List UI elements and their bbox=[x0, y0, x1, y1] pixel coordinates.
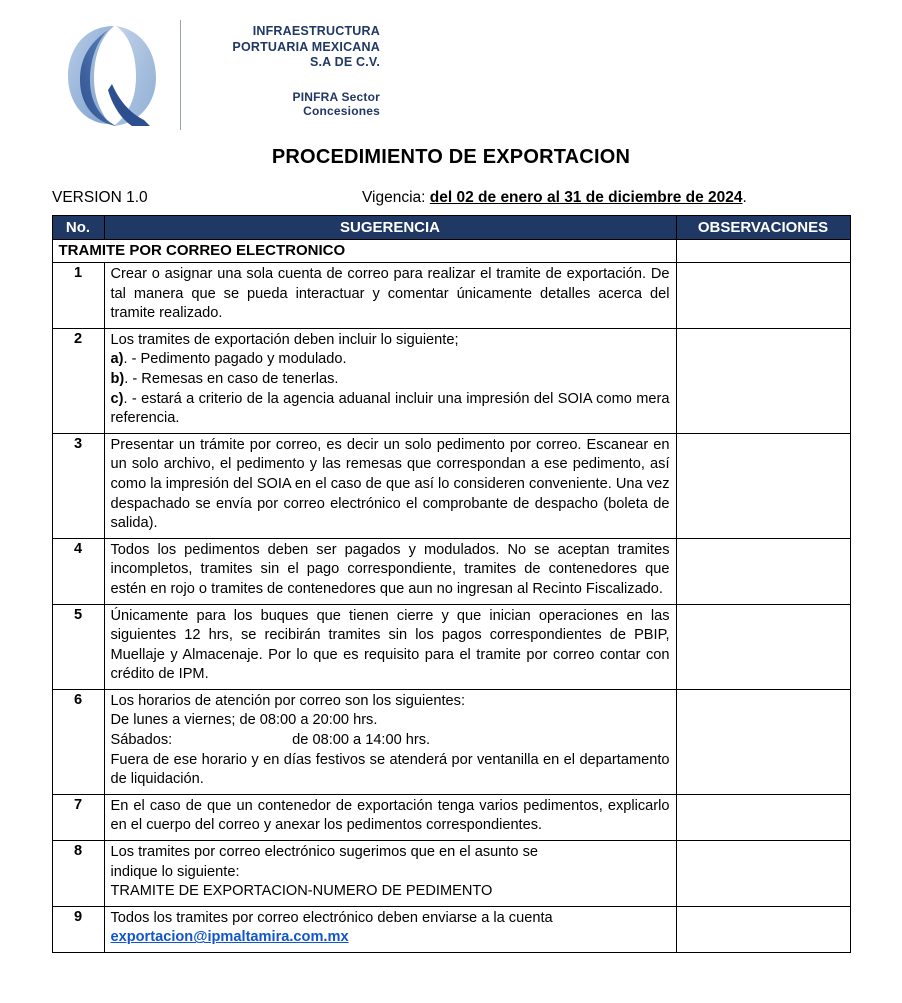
row-line-value: de 08:00 a 14:00 hrs. bbox=[292, 732, 431, 749]
row-item bbox=[111, 350, 670, 370]
row-line: Los horarios de atención por correo son los siguientes: bbox=[110, 692, 466, 709]
logo-line-1: INFRAESTRUCTURA bbox=[252, 24, 380, 38]
observations-cell bbox=[676, 328, 850, 433]
row-intro: Los tramites de exportación deben incluir lo siguiente; bbox=[110, 331, 459, 348]
row-line-label: Sábados: bbox=[110, 732, 173, 749]
validity-value: del 02 de enero al 31 de diciembre de 2024 bbox=[429, 189, 743, 206]
item-text: . - estará a criterio de la agencia aduanal incluir una impresión del SOIA como mera referencia. bbox=[110, 390, 670, 427]
row-text: Todos los pedimentos deben ser pagados y modulados. No se aceptan tramites incompletos, tramites sin el pago correspondiente, tramites de contenedores que estén en rojo o tramites de contenedores que aun no ingresan al Recinto Fiscalizado. bbox=[104, 538, 676, 604]
logo-line-2: PORTUARIA MEXICANA bbox=[232, 39, 380, 54]
observations-cell bbox=[676, 794, 850, 840]
pinfra-logo-icon bbox=[58, 20, 166, 130]
table-row bbox=[52, 689, 850, 794]
version-row bbox=[0, 189, 902, 207]
row-line: TRAMITE DE EXPORTACION-NUMERO DE PEDIMENTO bbox=[110, 883, 493, 900]
observations-cell bbox=[676, 604, 850, 689]
table-row bbox=[52, 794, 850, 840]
column-header-no: No. bbox=[52, 216, 104, 240]
row-item bbox=[111, 370, 670, 390]
row-number: 7 bbox=[52, 794, 104, 840]
logo-line-5: Concesiones bbox=[303, 104, 380, 118]
row-text bbox=[104, 906, 676, 952]
observations-cell bbox=[676, 841, 850, 907]
row-line: indique lo siguiente: bbox=[110, 863, 240, 880]
table-row bbox=[52, 263, 850, 329]
table-row bbox=[52, 841, 850, 907]
observations-cell bbox=[676, 689, 850, 794]
observations-cell bbox=[676, 263, 850, 329]
row-text bbox=[104, 841, 676, 907]
row-text: Únicamente para los buques que tienen cierre y que inician operaciones en las siguientes 12 hrs, se recibirán tramites sin los pagos correspondientes de PBIP, Muellaje y Almacenaje. Por lo que es requisito para el tramite por correo contar con crédito de IPM. bbox=[104, 604, 676, 689]
row-number: 1 bbox=[52, 263, 104, 329]
table-row bbox=[52, 433, 850, 538]
row-text bbox=[104, 689, 676, 794]
observations-cell bbox=[676, 906, 850, 952]
validity-suffix: . bbox=[742, 189, 747, 206]
table-row bbox=[52, 906, 850, 952]
row-line-schedule bbox=[111, 731, 670, 751]
item-text: . - Pedimento pagado y modulado. bbox=[123, 351, 347, 368]
observations-cell bbox=[676, 240, 850, 263]
item-text: . - Remesas en caso de tenerlas. bbox=[124, 370, 339, 387]
row-item bbox=[111, 390, 670, 429]
observations-cell bbox=[676, 433, 850, 538]
row-text bbox=[104, 328, 676, 433]
row-number: 6 bbox=[52, 689, 104, 794]
item-marker: a) bbox=[110, 351, 124, 368]
row-number: 5 bbox=[52, 604, 104, 689]
logo-divider bbox=[180, 20, 181, 130]
row-line: Fuera de ese horario y en días festivos se atenderá por ventanilla en el departamento de liquidación. bbox=[110, 751, 670, 788]
row-number: 4 bbox=[52, 538, 104, 604]
item-marker: b) bbox=[110, 370, 125, 387]
page-title: PROCEDIMIENTO DE EXPORTACION bbox=[271, 146, 631, 168]
row-line: Los tramites por correo electrónico sugerimos que en el asunto se bbox=[110, 844, 538, 861]
table-row bbox=[52, 328, 850, 433]
row-number: 8 bbox=[52, 841, 104, 907]
company-logo bbox=[58, 16, 378, 134]
validity-prefix: Vigencia: bbox=[362, 189, 430, 206]
table-section-row bbox=[52, 240, 850, 263]
observations-cell bbox=[676, 538, 850, 604]
row-number: 3 bbox=[52, 433, 104, 538]
logo-text bbox=[190, 24, 380, 119]
item-marker: c) bbox=[110, 390, 124, 407]
row-line: De lunes a viernes; de 08:00 a 20:00 hrs. bbox=[110, 712, 378, 729]
procedure-table bbox=[52, 215, 851, 953]
version-label: VERSION 1.0 bbox=[52, 189, 148, 206]
table-row bbox=[52, 604, 850, 689]
logo-line-3: S.A DE C.V. bbox=[309, 55, 380, 69]
contact-email[interactable]: exportacion@ipmaltamira.com.mx bbox=[110, 929, 349, 946]
table-row bbox=[52, 538, 850, 604]
row-number: 2 bbox=[52, 328, 104, 433]
row-text: Crear o asignar una sola cuenta de correo para realizar el tramite de exportación. De tal manera que se pueda interactuar y comentar únicamente detalles acerca del tramite realizado. bbox=[104, 263, 676, 329]
table-header-row bbox=[52, 216, 850, 240]
row-text: Presentar un trámite por correo, es decir un solo pedimento por correo. Escanear en un solo archivo, el pedimento y las remesas que correspondan a ese pedimento, así como la impresión del SOIA en el caso de que así lo consideren conveniente. Una vez despachado se envía por correo electrónico el comprobante de despacho (boleta de salida). bbox=[104, 433, 676, 538]
document-page bbox=[0, 16, 902, 1003]
column-header-sugerencia: SUGERENCIA bbox=[104, 216, 676, 240]
row-text: En el caso de que un contenedor de exportación tenga varios pedimentos, explicarlo en el cuerpo del correo y anexar los pedimentos correspondientes. bbox=[104, 794, 676, 840]
column-header-observaciones: OBSERVACIONES bbox=[676, 216, 850, 240]
row-line: Todos los tramites por correo electrónico deben enviarse a la cuenta bbox=[110, 909, 553, 926]
validity-line bbox=[362, 189, 850, 207]
row-number: 9 bbox=[52, 906, 104, 952]
logo-line-4: PINFRA Sector bbox=[292, 89, 380, 104]
section-title: TRAMITE POR CORREO ELECTRONICO bbox=[52, 240, 676, 263]
